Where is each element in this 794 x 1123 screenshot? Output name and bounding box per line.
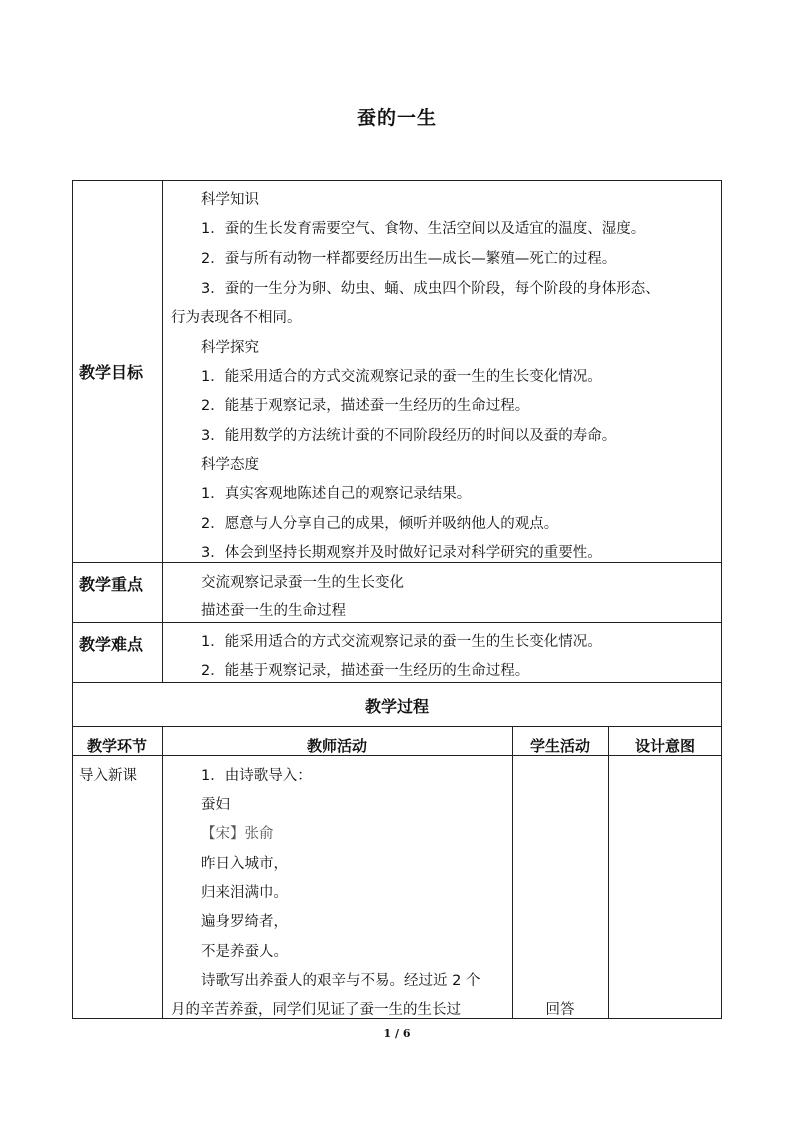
teacher-line: 月的辛苦养蚕，同学们见证了蚕一生的生长过 bbox=[171, 1002, 461, 1018]
col-divider bbox=[512, 726, 513, 1019]
col-divider bbox=[162, 726, 163, 1019]
objectives-line: 科学知识 bbox=[201, 192, 259, 208]
objectives-line: 2．愿意与人分享自己的成果，倾听并吸纳他人的观点。 bbox=[201, 516, 559, 532]
difficulties-label: 教学难点 bbox=[79, 635, 144, 654]
teacher-line: 诗歌写出养蚕人的艰辛与不易。经过近 2 个 bbox=[201, 973, 481, 989]
teacher-line: 不是养蚕人。 bbox=[201, 944, 288, 960]
page-title: 蚕的一生 bbox=[356, 107, 437, 129]
col-divider bbox=[608, 726, 609, 1019]
key-points-line: 描述蚕一生的生命过程 bbox=[201, 603, 346, 619]
objectives-label: 教学目标 bbox=[79, 363, 144, 382]
page-number: 1 / 6 bbox=[383, 1027, 411, 1040]
col-divider bbox=[162, 180, 163, 682]
objectives-line: 1．蚕的生长发育需要空气、食物、生活空间以及适宜的温度、湿度。 bbox=[201, 221, 646, 237]
objectives-line: 1．能采用适合的方式交流观察记录的蚕一生的生长变化情况。 bbox=[201, 369, 602, 385]
teacher-line: 遍身罗绮者， bbox=[201, 914, 288, 930]
process-title: 教学过程 bbox=[364, 697, 429, 716]
objectives-line: 3．体会到坚持长期观察并及时做好记录对科学研究的重要性。 bbox=[201, 545, 602, 561]
row-divider bbox=[72, 562, 722, 563]
objectives-line: 3．能用数学的方法统计蚕的不同阶段经历的时间以及蚕的寿命。 bbox=[201, 428, 617, 444]
row-divider bbox=[72, 622, 722, 623]
column-header: 教学环节 bbox=[86, 737, 147, 755]
objectives-line: 科学态度 bbox=[201, 457, 259, 473]
objectives-line: 2．能基于观察记录，描述蚕一生经历的生命过程。 bbox=[201, 398, 530, 414]
teacher-line: 【宋】张俞 bbox=[201, 826, 274, 842]
objectives-line: 1．真实客观地陈述自己的观察记录结果。 bbox=[201, 486, 472, 502]
objectives-line: 3．蚕的一生分为卵、幼虫、蛹、成虫四个阶段，每个阶段的身体形态、 bbox=[201, 281, 660, 297]
teacher-line: 昨日入城市， bbox=[201, 856, 288, 872]
stage-cell: 导入新课 bbox=[79, 768, 137, 784]
column-header: 设计意图 bbox=[634, 737, 695, 755]
row-divider bbox=[72, 682, 722, 683]
difficulties-line: 2．能基于观察记录，描述蚕一生经历的生命过程。 bbox=[201, 663, 530, 679]
teacher-line: 蚕妇 bbox=[201, 797, 230, 813]
objectives-line: 行为表现各不相同。 bbox=[171, 310, 302, 326]
key-points-label: 教学重点 bbox=[79, 575, 144, 594]
objectives-line: 科学探究 bbox=[201, 340, 259, 356]
lesson-table bbox=[72, 180, 722, 1019]
column-header: 教师活动 bbox=[306, 737, 367, 755]
difficulties-line: 1．能采用适合的方式交流观察记录的蚕一生的生长变化情况。 bbox=[201, 634, 602, 650]
key-points-line: 交流观察记录蚕一生的生长变化 bbox=[201, 575, 404, 591]
teacher-line: 归来泪满巾。 bbox=[201, 885, 288, 901]
row-divider bbox=[72, 726, 722, 727]
column-header: 学生活动 bbox=[529, 737, 590, 755]
teacher-line: 1．由诗歌导入： bbox=[201, 768, 312, 784]
objectives-line: 2．蚕与所有动物一样都要经历出生—成长—繁殖—死亡的过程。 bbox=[201, 251, 617, 267]
student-cell: 回答 bbox=[545, 1002, 575, 1018]
